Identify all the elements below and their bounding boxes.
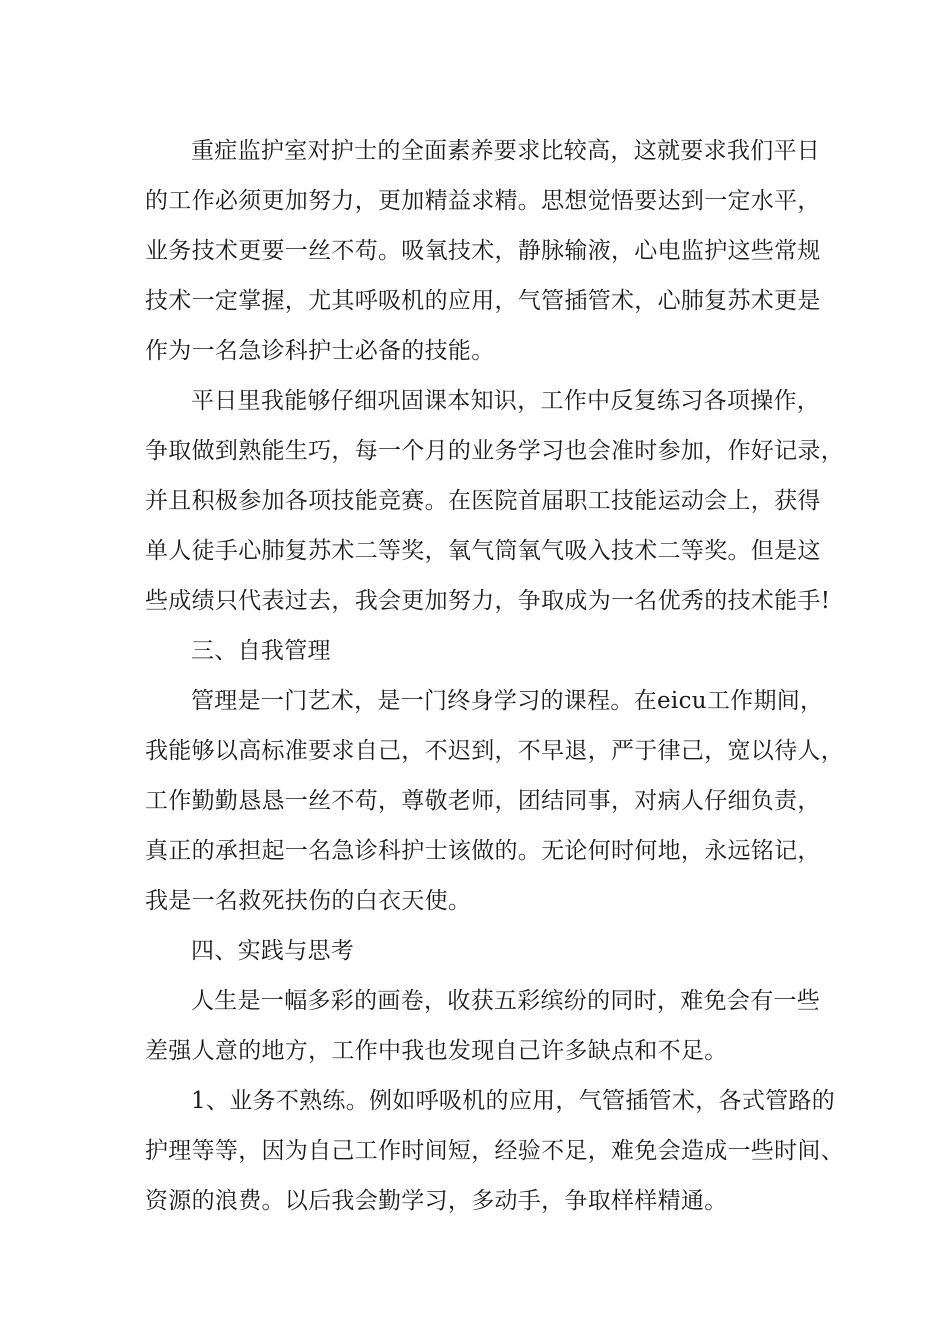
paragraph-line: 些成绩只代表过去，我会更加努力，争取成为一名优秀的技术能手!: [145, 588, 831, 614]
section-heading: 四、实践与思考: [191, 938, 355, 964]
paragraph-line: 人生是一幅多彩的画卷，收获五彩缤纷的同时，难免会有一些: [191, 988, 821, 1014]
paragraph-line: 管理是一门艺术，是一门终身学习的课程。在eicu工作期间，: [191, 688, 824, 714]
paragraph-line: 我能够以高标准要求自己，不迟到，不早退，严于律己，宽以待人，: [145, 738, 844, 764]
section-heading: 三、自我管理: [191, 638, 331, 664]
paragraph-line: 作为一名急诊科护士必备的技能。: [145, 338, 495, 364]
paragraph-line: 单人徒手心肺复苏术二等奖，氧气筒氧气吸入技术二等奖。但是这: [145, 538, 821, 564]
paragraph-line: 真正的承担起一名急诊科护士该做的。无论何时何地，永远铭记，: [145, 838, 821, 864]
paragraph-line: 业务技术更要一丝不苟。吸氧技术，静脉输液，心电监护这些常规: [145, 238, 821, 264]
paragraph-line: 资源的浪费。以后我会勤学习，多动手，争取样样精通。: [145, 1188, 728, 1214]
paragraph-line: 平日里我能够仔细巩固课本知识，工作中反复练习各项操作，: [191, 388, 821, 414]
paragraph-line: 护理等等，因为自己工作时间短，经验不足，难免会造成一些时间、: [145, 1138, 844, 1164]
paragraph-line: 差强人意的地方，工作中我也发现自己许多缺点和不足。: [145, 1038, 728, 1064]
paragraph-line: 争取做到熟能生巧，每一个月的业务学习也会准时参加，作好记录，: [145, 438, 844, 464]
paragraph-line: 技术一定掌握，尤其呼吸机的应用，气管插管术，心肺复苏术更是: [145, 288, 821, 314]
list-item-line: 1、业务不熟练。例如呼吸机的应用，气管插管术，各式管路的: [191, 1088, 836, 1114]
paragraph-line: 并且积极参加各项技能竞赛。在医院首届职工技能运动会上，获得: [145, 488, 821, 514]
paragraph-line: 的工作必须更加努力，更加精益求精。思想觉悟要达到一定水平，: [145, 188, 821, 214]
paragraph-line: 工作勤勤恳恳一丝不苟，尊敬老师，团结同事，对病人仔细负责，: [145, 788, 821, 814]
paragraph-line: 我是一名救死扶伤的白衣天使。: [145, 888, 472, 914]
paragraph-line: 重症监护室对护士的全面素养要求比较高，这就要求我们平日: [191, 138, 821, 164]
